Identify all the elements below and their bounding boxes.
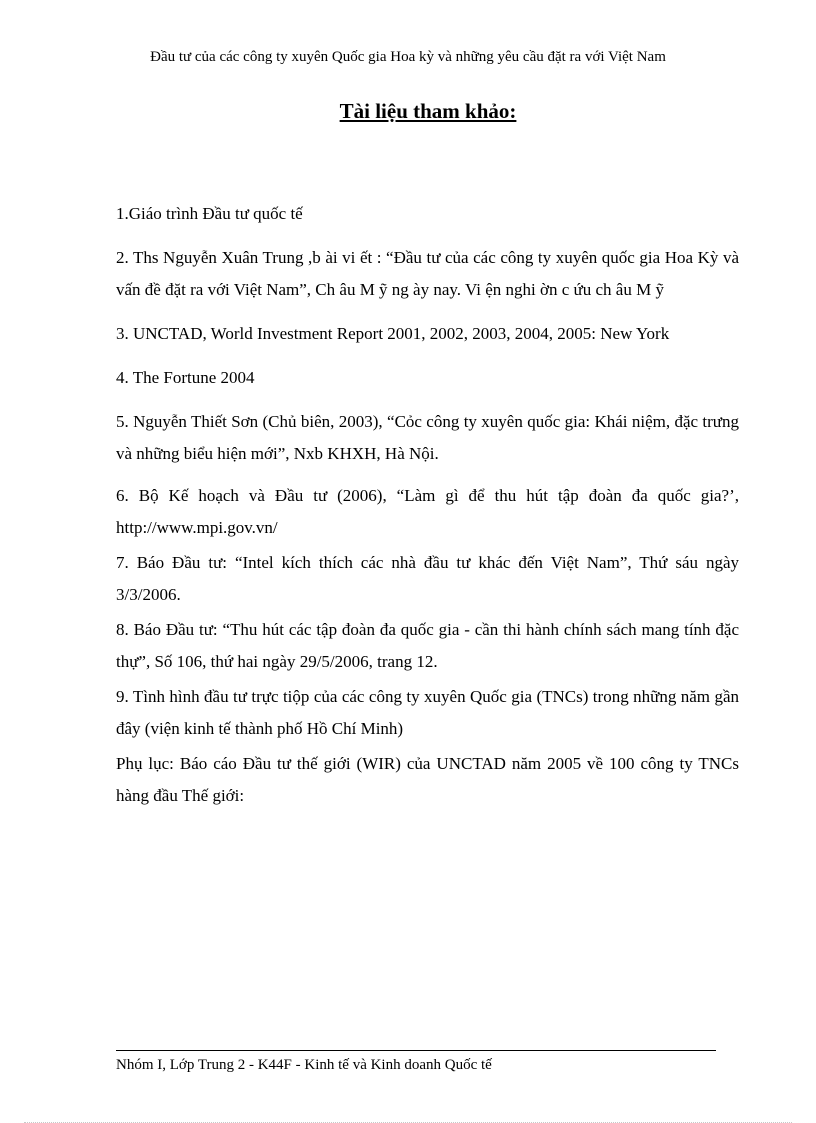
- reference-item-8: 8. Báo Đầu tư: “Thu hút các tập đoàn đa quốc gia - cần thi hành chính sách mang tính đặc thự”, Số 106, thứ hai ngày 29/5/2006, trang 12.: [116, 620, 739, 671]
- reference-item-6: 6. Bộ Kế hoạch và Đầu tư (2006), “Làm gì để thu hút tập đoàn đa quốc gia?’, http://www.mpi.gov.vn/: [116, 486, 739, 537]
- reference-item-7: 7. Báo Đầu tư: “Intel kích thích các nhà đầu tư khác đến Việt Nam”, Thứ sáu ngày 3/3/2006.: [116, 553, 739, 604]
- page-title: Tài liệu tham khảo:: [339, 99, 517, 123]
- footer-divider: [116, 1050, 716, 1051]
- appendix-note: Phụ lục: Báo cáo Đầu tư thế giới (WIR) của UNCTAD năm 2005 về 100 công ty TNCs hàng đầu Thế giới:: [116, 754, 739, 805]
- reference-item-4: 4. The Fortune 2004: [116, 368, 255, 387]
- reference-item-5: 5. Nguyễn Thiết Sơn (Chủ biên, 2003), “Cỏc công ty xuyên quốc gia: Khái niệm, đặc trưng và những biểu hiện mới”, Nxb KHXH, Hà Nội.: [116, 412, 739, 463]
- page-header: Đầu tư của các công ty xuyên Quốc gia Hoa kỳ và những yêu cầu đặt ra với Việt Nam: [150, 49, 666, 65]
- reference-item-3: 3. UNCTAD, World Investment Report 2001, 2002, 2003, 2004, 2005: New York: [116, 324, 670, 343]
- reference-item-2: 2. Ths Nguyễn Xuân Trung ,b ài vi ết : “Đầu tư của các công ty xuyên quốc gia Hoa Kỳ và vấn đề đặt ra với Việt Nam”, Ch âu M ỹ ng ày nay. Vi ện nghi ờn c ứu ch âu M ỹ: [116, 248, 739, 299]
- reference-list: [116, 198, 739, 812]
- reference-item-1: 1.Giáo trình Đầu tư quốc tế: [116, 204, 303, 223]
- page-footer: Nhóm I, Lớp Trung 2 - K44F - Kinh tế và Kinh doanh Quốc tế: [116, 1057, 492, 1073]
- reference-item-9: 9. Tình hình đầu tư trực tiộp của các công ty xuyên Quốc gia (TNCs) trong những năm gần đây (viện kinh tế thành phố Hồ Chí Minh): [116, 687, 739, 738]
